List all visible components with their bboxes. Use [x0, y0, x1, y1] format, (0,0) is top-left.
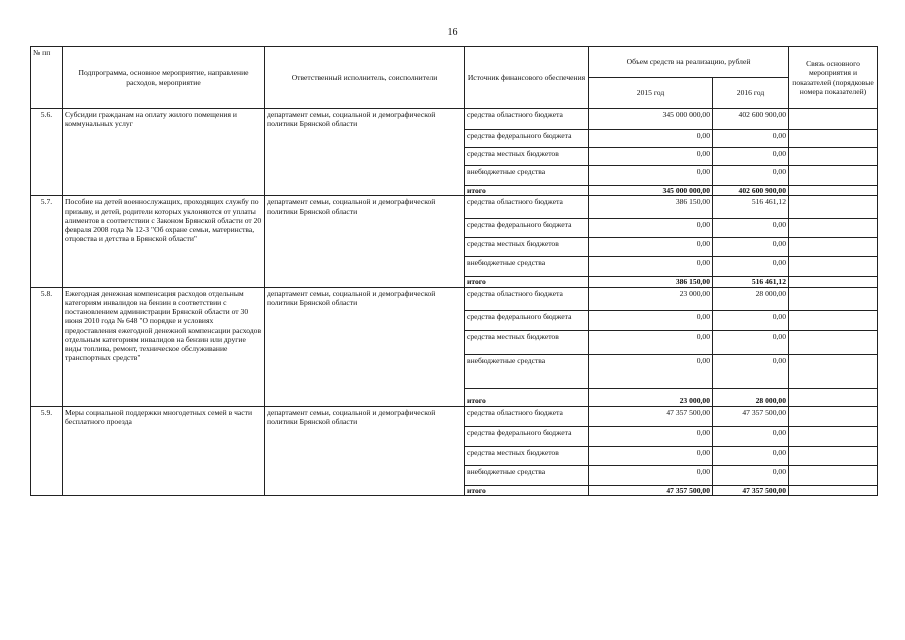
amount-2015: 23 000,00 [589, 388, 713, 406]
amount-2016: 47 357 500,00 [713, 406, 789, 426]
amount-2015: 0,00 [589, 148, 713, 166]
amount-2016: 28 000,00 [713, 287, 789, 310]
amount-2015: 386 150,00 [589, 196, 713, 219]
row-number: 5.6. [31, 109, 63, 196]
indicator-link [789, 238, 878, 257]
indicator-link [789, 354, 878, 388]
indicator-link [789, 426, 878, 446]
program-description: Меры социальной поддержки многодетных семей в части бесплатного проезда [63, 406, 265, 495]
amount-2016: 0,00 [713, 166, 789, 186]
source-total: итого [465, 186, 589, 196]
row-number: 5.8. [31, 287, 63, 406]
table-row [31, 406, 878, 426]
page-number: 16 [447, 27, 458, 38]
source-name: средства областного бюджета [465, 196, 589, 219]
amount-2015: 0,00 [589, 166, 713, 186]
table-row [31, 196, 878, 219]
indicator-link [789, 166, 878, 186]
amount-2015: 0,00 [589, 426, 713, 446]
source-total: итого [465, 388, 589, 406]
row-number: 5.7. [31, 196, 63, 287]
executor: департамент семьи, социальной и демографической политики Брянской области [265, 196, 465, 287]
amount-2015: 0,00 [589, 310, 713, 330]
amount-2016: 0,00 [713, 330, 789, 354]
amount-2015: 345 000 000,00 [589, 109, 713, 130]
header-row [31, 47, 878, 78]
amount-2015: 0,00 [589, 330, 713, 354]
amount-2016: 0,00 [713, 465, 789, 485]
header-link: Связь основного мероприятия и показателей (порядковые номера показателей) [789, 47, 878, 109]
amount-2016: 0,00 [713, 310, 789, 330]
source-total: итого [465, 485, 589, 495]
amount-2016: 0,00 [713, 257, 789, 277]
source-name: средства федерального бюджета [465, 426, 589, 446]
amount-2016: 0,00 [713, 446, 789, 465]
amount-2015: 47 357 500,00 [589, 406, 713, 426]
table-row [31, 109, 878, 130]
indicator-link [789, 287, 878, 310]
executor: департамент семьи, социальной и демографической политики Брянской области [265, 406, 465, 495]
indicator-link [789, 310, 878, 330]
amount-2016: 402 600 900,00 [713, 109, 789, 130]
row-number: 5.9. [31, 406, 63, 495]
amount-2016: 516 461,12 [713, 277, 789, 287]
amount-2015: 23 000,00 [589, 287, 713, 310]
source-total: итого [465, 277, 589, 287]
amount-2015: 0,00 [589, 238, 713, 257]
indicator-link [789, 406, 878, 426]
program-description: Пособие на детей военнослужащих, проходящих службу по призыву, и детей, родители которых уклоняются от уплаты алиментов в соответствии с Законом Брянской области от 20 февраля 2008 года № 12-З "Об охране семьи, материнства, отцовства и детства в Брянской области" [63, 196, 265, 287]
table-body [31, 109, 878, 496]
amount-2015: 47 357 500,00 [589, 485, 713, 495]
amount-2016: 47 357 500,00 [713, 485, 789, 495]
indicator-link [789, 109, 878, 130]
amount-2015: 0,00 [589, 130, 713, 148]
header-num: № пп [31, 47, 63, 109]
source-name: средства местных бюджетов [465, 330, 589, 354]
amount-2016: 0,00 [713, 148, 789, 166]
amount-2015: 0,00 [589, 465, 713, 485]
source-name: внебюджетные средства [465, 354, 589, 388]
amount-2015: 0,00 [589, 219, 713, 238]
indicator-link [789, 219, 878, 238]
amount-2016: 28 000,00 [713, 388, 789, 406]
source-name: внебюджетные средства [465, 257, 589, 277]
indicator-link [789, 485, 878, 495]
source-name: средства областного бюджета [465, 406, 589, 426]
amount-2015: 0,00 [589, 354, 713, 388]
header-executor: Ответственный исполнитель, соисполнители [265, 47, 465, 109]
indicator-link [789, 330, 878, 354]
indicator-link [789, 130, 878, 148]
amount-2015: 0,00 [589, 446, 713, 465]
source-name: внебюджетные средства [465, 465, 589, 485]
source-name: средства областного бюджета [465, 287, 589, 310]
header-program: Подпрограмма, основное мероприятие, направление расходов, мероприятие [63, 47, 265, 109]
budget-table [30, 46, 878, 496]
indicator-link [789, 196, 878, 219]
source-name: средства федерального бюджета [465, 130, 589, 148]
header-year-2015: 2015 год [589, 78, 713, 109]
executor: департамент семьи, социальной и демографической политики Брянской области [265, 109, 465, 196]
program-description: Ежегодная денежная компенсация расходов отдельным категориям инвалидов на бензин в соответствии с постановлением администрации Брянской области от 30 июня 2010 года № 648 "О порядке и условиях предоставления ежегодной денежной компенсации расходов отдельным категориям инвалидов на бензин или другие виды топлива, ремонт, техническое обслуживание транспортных средств" [63, 287, 265, 406]
amount-2016: 0,00 [713, 354, 789, 388]
amount-2016: 0,00 [713, 130, 789, 148]
source-name: средства местных бюджетов [465, 238, 589, 257]
source-name: средства областного бюджета [465, 109, 589, 130]
header-year-2016: 2016 год [713, 78, 789, 109]
indicator-link [789, 446, 878, 465]
amount-2016: 0,00 [713, 426, 789, 446]
table-row [31, 287, 878, 310]
amount-2016: 516 461,12 [713, 196, 789, 219]
program-description: Субсидии гражданам на оплату жилого помещения и коммунальных услуг [63, 109, 265, 196]
amount-2016: 0,00 [713, 238, 789, 257]
indicator-link [789, 186, 878, 196]
executor: департамент семьи, социальной и демографической политики Брянской области [265, 287, 465, 406]
indicator-link [789, 388, 878, 406]
amount-2015: 386 150,00 [589, 277, 713, 287]
header-source: Источник финансового обеспечения [465, 47, 589, 109]
source-name: средства местных бюджетов [465, 446, 589, 465]
indicator-link [789, 465, 878, 485]
indicator-link [789, 148, 878, 166]
source-name: внебюджетные средства [465, 166, 589, 186]
amount-2016: 0,00 [713, 219, 789, 238]
amount-2016: 402 600 900,00 [713, 186, 789, 196]
source-name: средства федерального бюджета [465, 219, 589, 238]
source-name: средства местных бюджетов [465, 148, 589, 166]
amount-2015: 0,00 [589, 257, 713, 277]
amount-2015: 345 000 000,00 [589, 186, 713, 196]
source-name: средства федерального бюджета [465, 310, 589, 330]
indicator-link [789, 257, 878, 277]
header-volume: Объем средств на реализацию, рублей [589, 47, 789, 78]
indicator-link [789, 277, 878, 287]
